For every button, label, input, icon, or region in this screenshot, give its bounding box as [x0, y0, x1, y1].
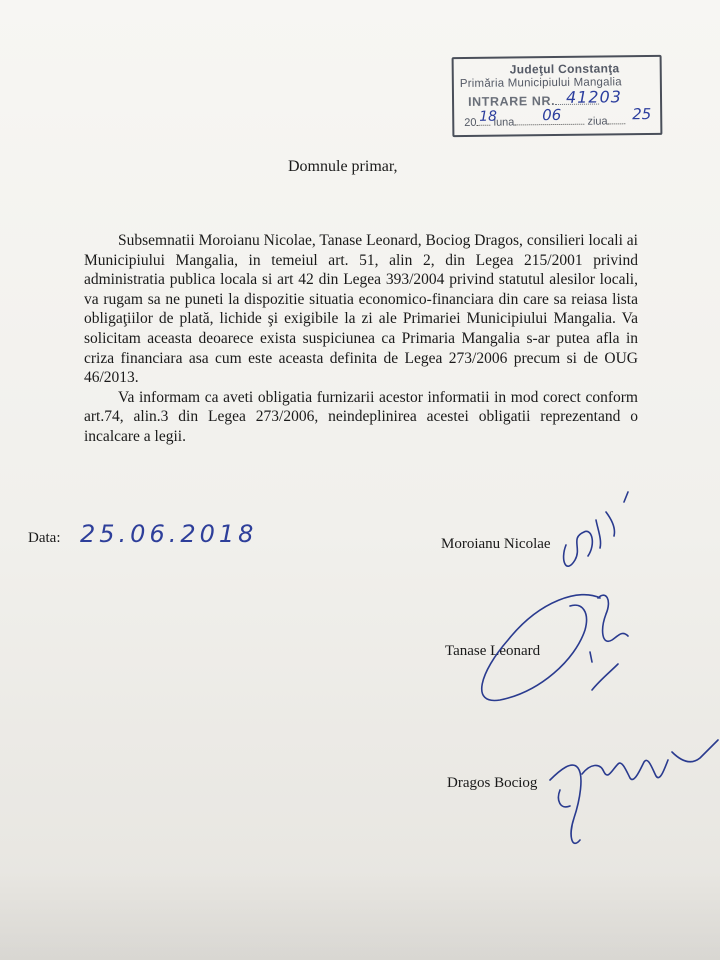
signature-moroianu	[564, 492, 628, 566]
stamp-handwritten-year: 18	[479, 108, 498, 125]
date-label: Data:	[28, 530, 61, 546]
signer-name: Moroianu Nicolae	[441, 536, 551, 552]
signer-name: Dragos Bociog	[447, 775, 538, 791]
stamp-entry-label: INTRARE NR.	[468, 94, 599, 109]
signer-name: Tanase Leonard	[445, 643, 541, 659]
letter-greeting: Domnule primar,	[288, 158, 398, 175]
body-paragraph: Subsemnatii Moroianu Nicolae, Tanase Leonard, Bociog Dragos, consilieri locali ai Municipiului Mangalia, in temeiul art. 51, alin 2, din Legea 215/2001 privind administratia publica locala si art 42 din Legea 393/2004 privind statutul alesilor locali, va rugam sa ne puneti la dispozitie situatia economico-financiara din care sa reiasa lista obligaţiilor de plată, lichide şi exigibile la zi ale Primariei Municipiului Mangalia. Va solicitam aceasta deoarece exista suspiciunea ca Primaria Mangalia s-ar putea afla in criza financiara asa cum este aceasta definita de Legea 273/2006 precum si de OUG 46/2013.	[84, 232, 638, 387]
stamp-handwritten-number: 41203	[565, 87, 623, 107]
stamp-date-line: 20 luna ziua	[464, 113, 625, 129]
letter-body	[84, 231, 638, 447]
handwritten-date: 25.06.2018	[80, 520, 258, 548]
signature-bociog	[550, 740, 718, 843]
stamp-county: Judeţul Constanţa	[509, 61, 620, 77]
stamp-handwritten-month: 06	[542, 105, 562, 125]
stamp-institution: Primăria Municipiului Mangalia	[459, 76, 622, 91]
registration-stamp	[452, 55, 663, 137]
body-paragraph: Va informam ca aveti obligatia furnizarii acestor informatii in mod corect conform art.74, alin.3 din Legea 273/2006, neindeplinirea acestei obligatii reprezentand o incalcare a legii.	[84, 388, 638, 445]
stamp-handwritten-day: 25	[632, 105, 652, 124]
